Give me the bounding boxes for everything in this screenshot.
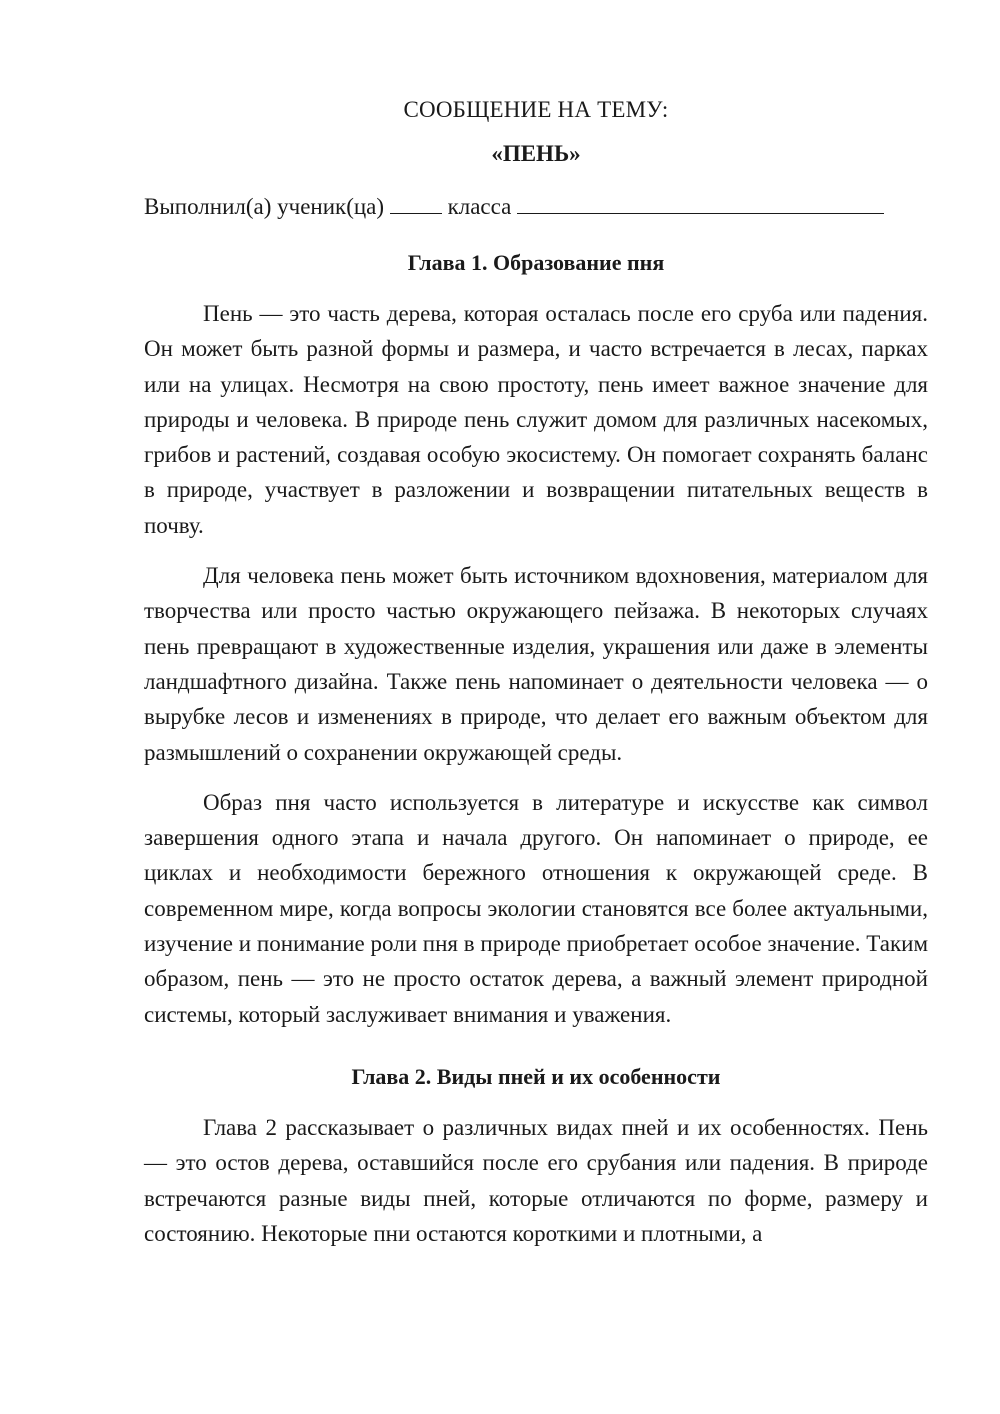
author-line — [144, 191, 928, 222]
class-number-blank — [390, 191, 442, 214]
author-line-middle: класса — [447, 194, 512, 219]
document-subtitle: «ПЕНЬ» — [491, 141, 581, 166]
student-name-blank — [517, 191, 884, 214]
document-page — [144, 95, 928, 1251]
chapter-heading: Глава 1. Образование пня — [407, 250, 665, 275]
document-title: СООБЩЕНИЕ НА ТЕМУ: — [403, 97, 669, 122]
chapter-paragraph: Для человека пень может быть источником вдохновения, материалом для творчества или просто частью окружающего пейзажа. В некоторых случаях пень превращают в художественные изделия, украшения или даже в элементы ландшафтного дизайна. Также пень напоминает о деятельности человека — о вырубке лесов и изменениях в природе, что делает его важным объектом для размышлений о сохранении окружающей среды. — [144, 563, 928, 765]
author-line-prefix: Выполнил(а) ученик(ца) — [144, 194, 385, 219]
chapter-paragraph: Глава 2 рассказывает о различных видах пней и их особенностях. Пень — это остов дерева, оставшийся после его срубания или падения. В природе встречаются разные виды пней, которые отличаются по форме, размеру и состоянию. Некоторые пни остаются короткими и плотными, а — [144, 1114, 928, 1246]
chapter-paragraph: Образ пня часто используется в литературе и искусстве как символ завершения одного этапа и начала другого. Он напоминает о природе, ее циклах и необходимости бережного отношения к окружающей среде. В современном мире, когда вопросы экологии становятся все более актуальными, изучение и понимание роли пня в природе приобретает особое значение. Таким образом, пень — это не просто остаток дерева, а важный элемент природной системы, который заслуживает внимания и уважения. — [144, 789, 928, 1027]
chapter-paragraph: Пень — это часть дерева, которая осталась после его сруба или падения. Он может быть разной формы и размера, и часто встречается в лесах, парках или на улицах. Несмотря на свою простоту, пень имеет важное значение для природы и человека. В природе пень служит домом для различных насекомых, грибов и растений, создавая особую экосистему. Он помогает сохранять баланс в природе, участвует в разложении и возвращении питательных веществ в почву. — [144, 301, 928, 538]
chapter-heading: Глава 2. Виды пней и их особенности — [351, 1063, 721, 1089]
